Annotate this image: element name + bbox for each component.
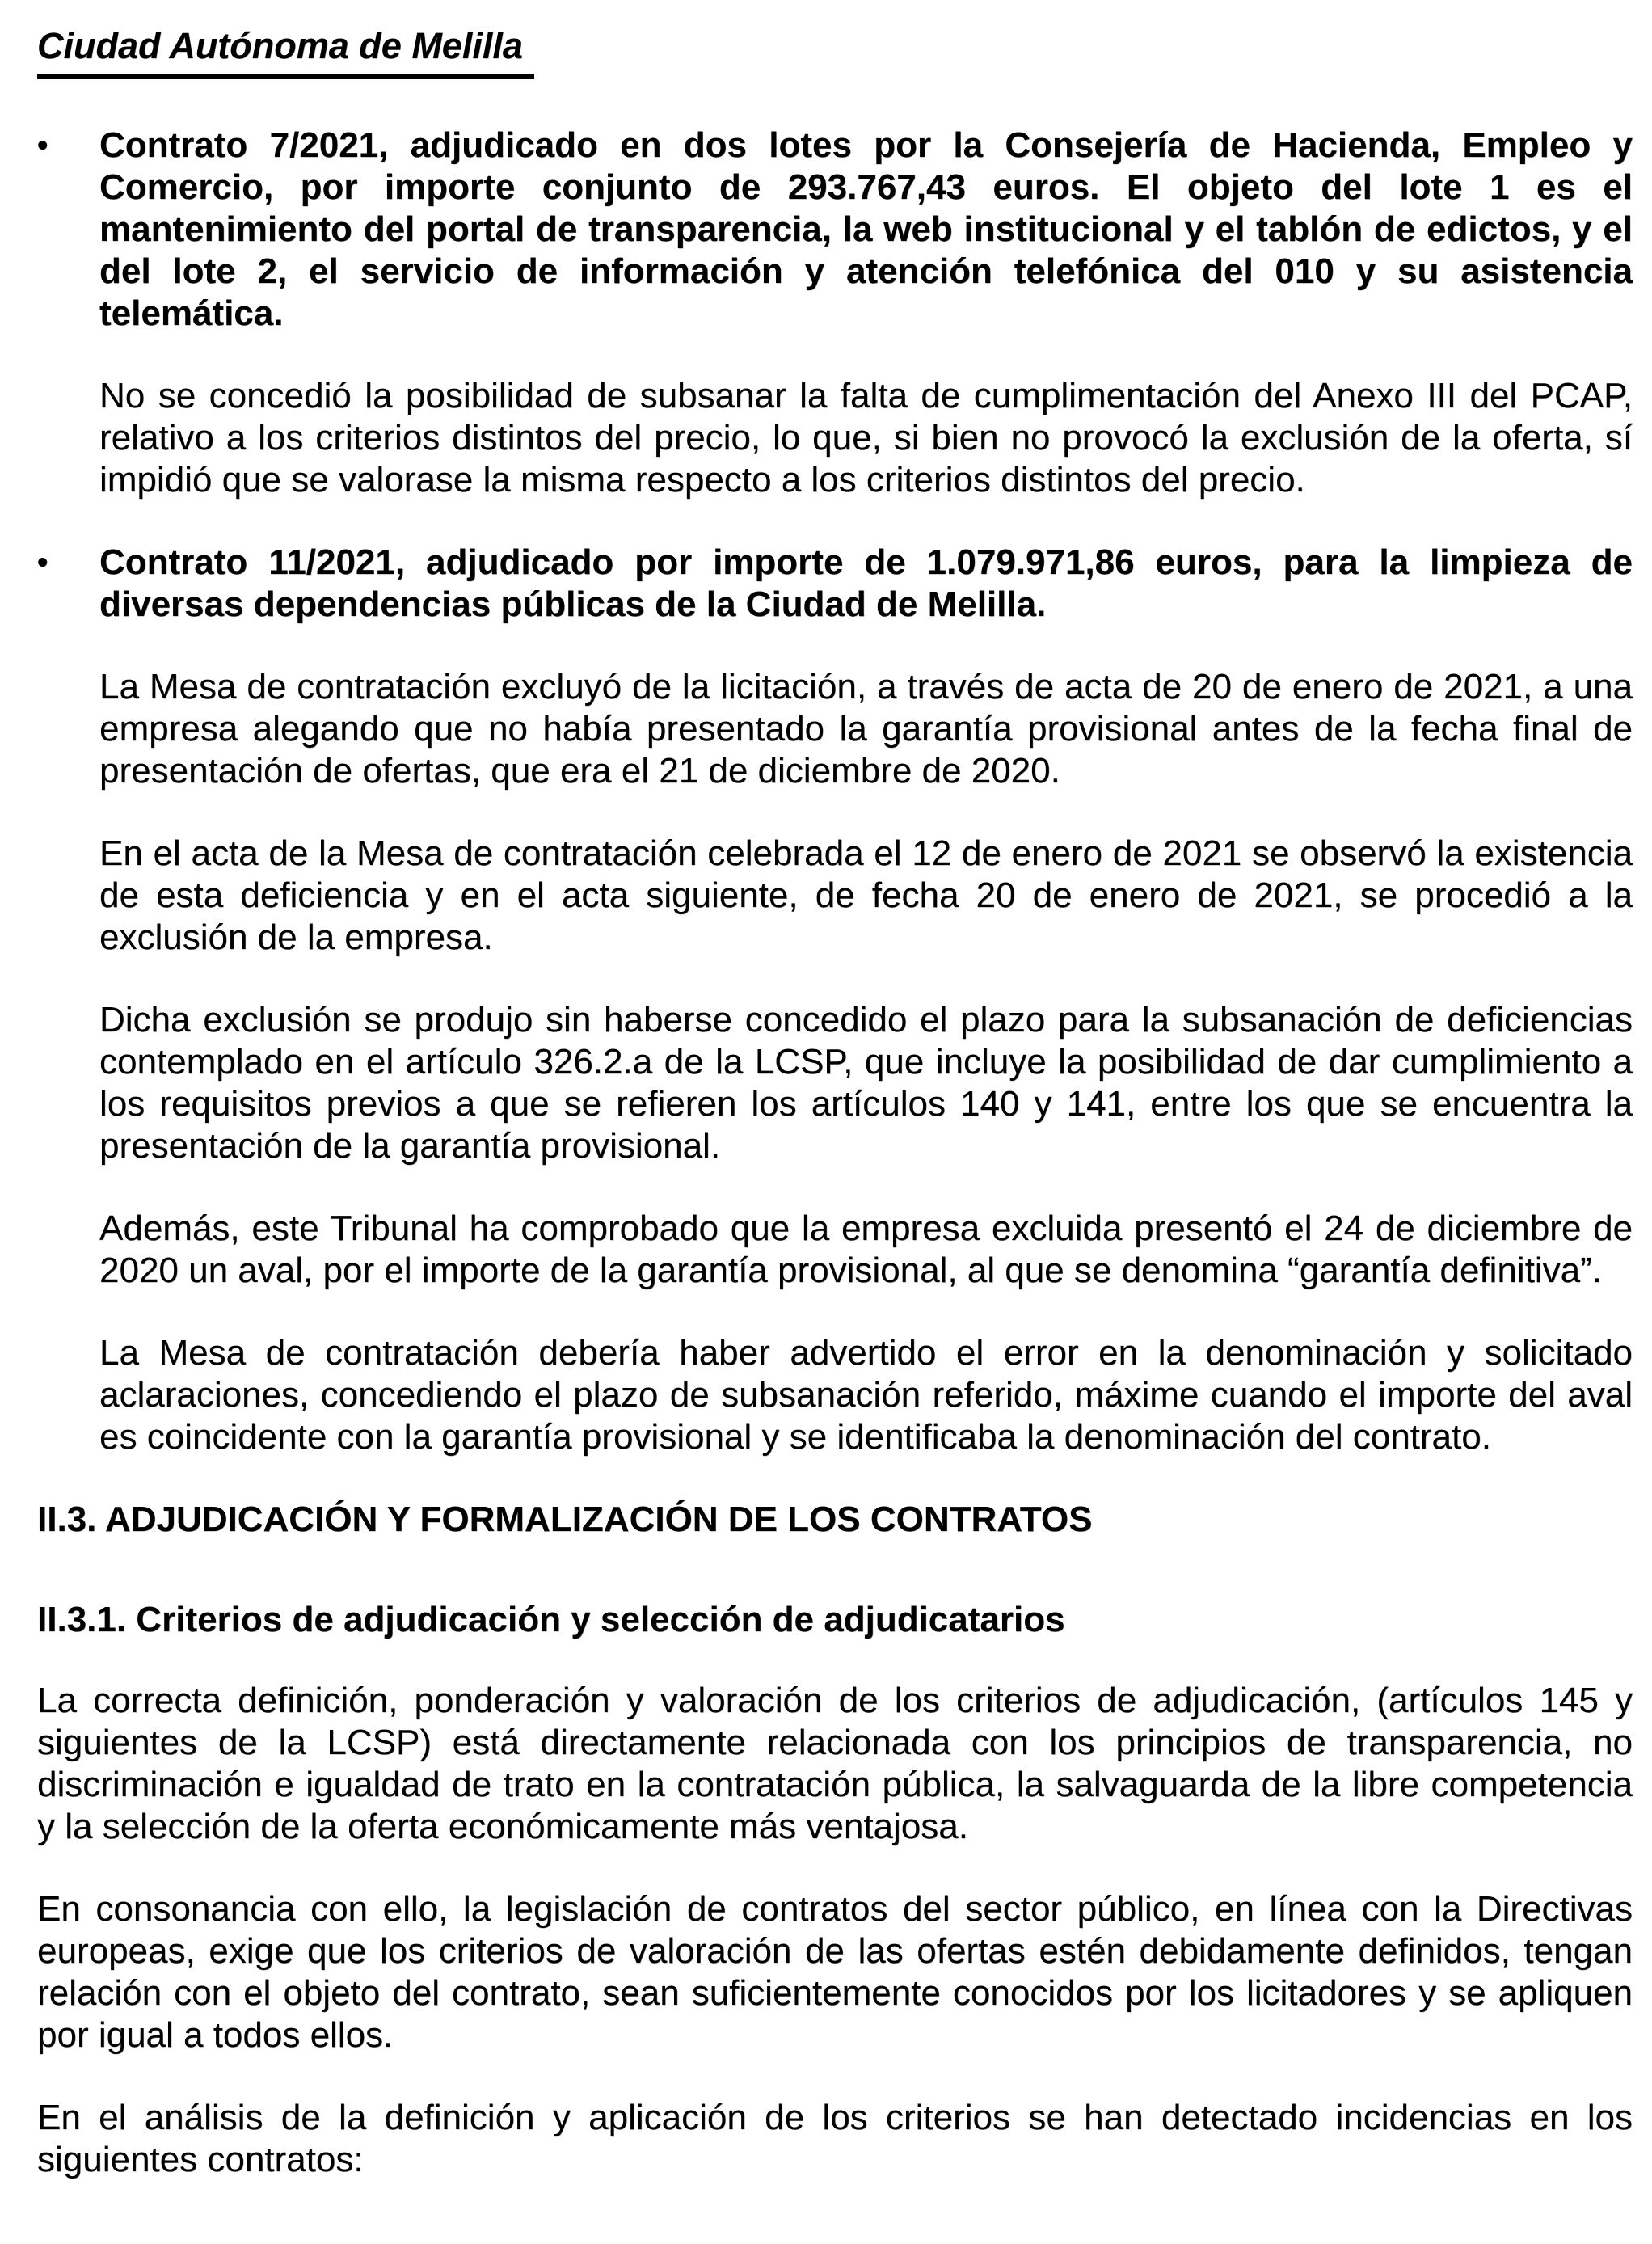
bullet-sub-paragraph: Además, este Tribunal ha comprobado que la empresa excluida presentó el 24 de diciembre de 2020 un aval, por el importe de la garantía provisional, al que se denomina “garantía definitiva”. [99,1208,1633,1290]
page-title: Ciudad Autónoma de Melilla [37,24,534,79]
bullet-sub-paragraph: En el acta de la Mesa de contratación celebrada el 12 de enero de 2021 se observó la existencia de esta deficiencia y en el acta siguiente, de fecha 20 de enero de 2021, se procedió a la exclusión de la empresa. [99,833,1633,957]
body-paragraph: En consonancia con ello, la legislación de contratos del sector público, en línea con la Directivas europeas, exige que los criterios de valoración de las ofertas estén debidamente definidos, tengan relación con el objeto del contrato, sean suficientemente conocidos por los licitadores y se apliquen por igual a todos ellos. [37,1889,1633,2055]
section-heading: II.3. ADJUDICACIÓN Y FORMALIZACIÓN DE LOS CONTRATOS [37,1500,1093,1539]
bullet-sub-paragraphs [99,375,1633,501]
bullet-sub-paragraph: La Mesa de contratación excluyó de la licitación, a través de acta de 20 de enero de 2021, a una empresa alegando que no había presentado la garantía provisional antes de la fecha final de presentación de ofertas, que era el 21 de diciembre de 2020. [99,667,1633,791]
bullet-icon: • [37,546,48,580]
bullet-lead: Contrato 7/2021, adjudicado en dos lotes por la Consejería de Hacienda, Empleo y Comercio, por importe conjunto de 293.767,43 euros. El objeto del lote 1 es el mantenimiento del portal de transparencia, la web institucional y el tablón de edictos, y el del lote 2, el servicio de información y atención telefónica del 010 y su asistencia telemática. [99,125,1633,333]
subsection-heading: II.3.1. Criterios de adjudicación y selección de adjudicatarios [37,1600,1065,1639]
bullet-item [37,124,1633,335]
bullet-item [37,542,1633,626]
bullet-sub-paragraph: La Mesa de contratación debería haber advertido el error en la denominación y solicitado aclaraciones, concediendo el plazo de subsanación referido, máxime cuando el importe del aval es coincidente con la garantía provisional y se identificaba la denominación del contrato. [99,1333,1633,1457]
body-paragraph: En el análisis de la definición y aplicación de los criterios se han detectado incidencias en los siguientes contratos: [37,2098,1633,2179]
bullet-sub-paragraph: Dicha exclusión se produjo sin haberse concedido el plazo para la subsanación de deficiencias contemplado en el artículo 326.2.a de la LCSP, que incluye la posibilidad de dar cumplimiento a los requisitos previos a que se refieren los artículos 140 y 141, entre los que se encuentra la presentación de la garantía provisional. [99,1000,1633,1166]
bullet-sub-paragraphs [99,666,1633,1458]
bullet-icon: • [37,129,48,162]
bullet-lead: Contrato 11/2021, adjudicado por importe de 1.079.971,86 euros, para la limpieza de diversas dependencias públicas de la Ciudad de Melilla. [99,542,1633,624]
bullet-sub-paragraph: No se concedió la posibilidad de subsanar la falta de cumplimentación del Anexo III del PCAP, relativo a los criterios distintos del precio, lo que, si bien no provocó la exclusión de la oferta, sí impidió que se valorase la misma respecto a los criterios distintos del precio. [99,376,1633,500]
body-paragraph: La correcta definición, ponderación y valoración de los criterios de adjudicación, (artículos 145 y siguientes de la LCSP) está directamente relacionada con los principios de transparencia, no discriminación e igualdad de trato en la contratación pública, la salvaguarda de la libre competencia y la selección de la oferta económicamente más ventajosa. [37,1681,1633,1846]
